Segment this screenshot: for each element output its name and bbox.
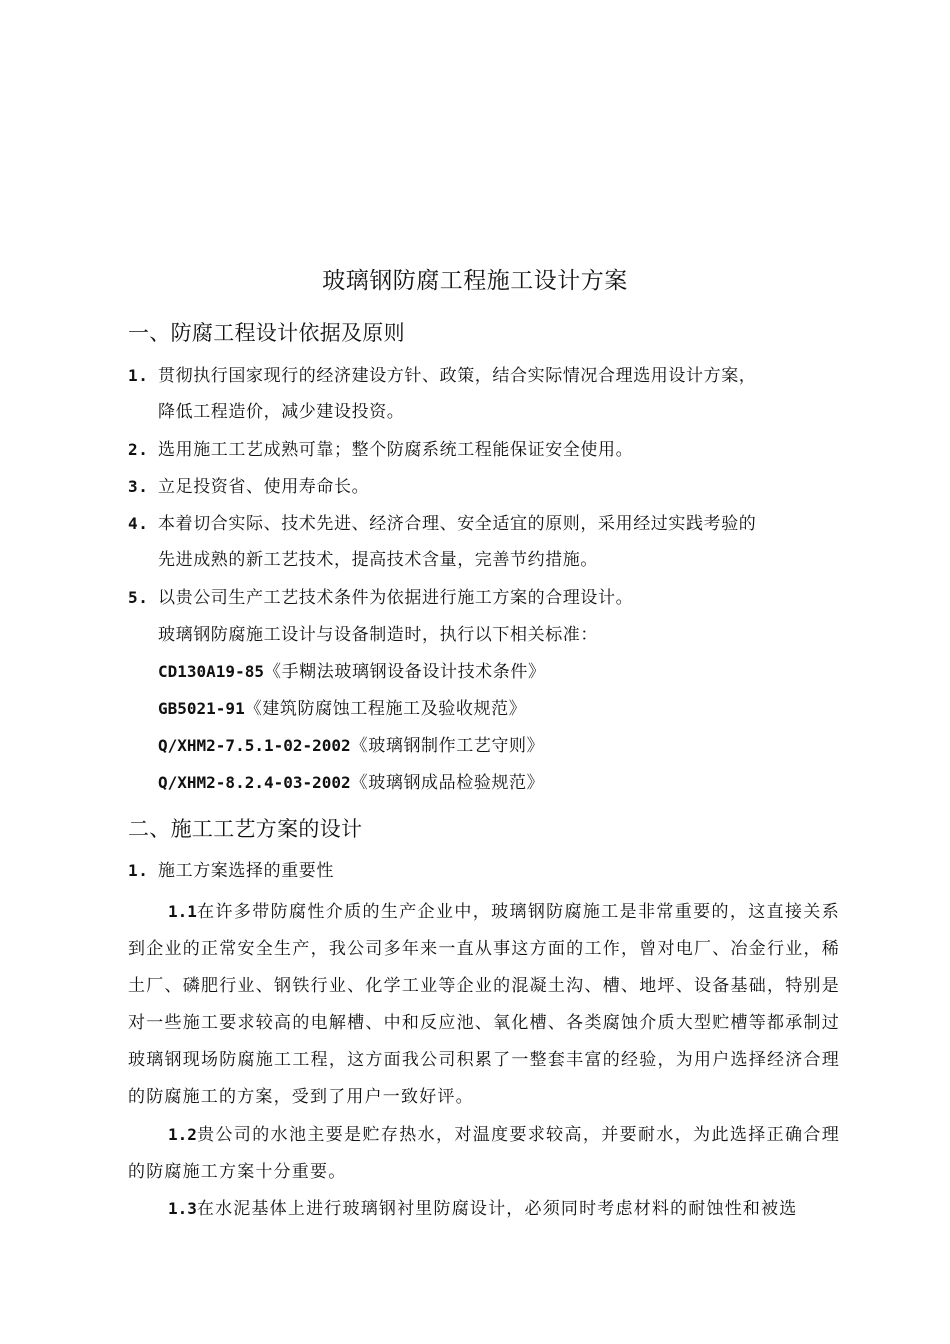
subsection-text: 施工方案选择的重要性	[158, 861, 334, 881]
standard-item	[158, 770, 544, 796]
standard-item	[158, 659, 546, 685]
list-item-text: 贯彻执行国家现行的经济建设方针、政策，结合实际情况合理选用设计方案，	[158, 366, 757, 386]
paragraph-number: 1.3	[168, 1199, 197, 1218]
standard-name: 《玻璃钢制作工艺守则》	[350, 736, 545, 756]
list-item-2	[128, 437, 633, 463]
standard-code: Q/XHM2-7.5.1-02-2002	[158, 736, 351, 755]
paragraph-1-1	[128, 893, 840, 1116]
subsection-number: 1.	[128, 861, 149, 880]
paragraph-number: 1.1	[168, 902, 197, 921]
paragraph-number: 1.2	[168, 1125, 197, 1144]
list-item-text: 选用施工工艺成熟可靠；整个防腐系统工程能保证安全使用。	[158, 440, 634, 460]
standard-code: GB5021-91	[158, 699, 245, 718]
list-item-3	[128, 474, 369, 500]
list-item-text: 以贵公司生产工艺技术条件为依据进行施工方案的合理设计。	[158, 588, 634, 608]
subsection-heading	[128, 858, 334, 884]
standard-item	[158, 733, 544, 759]
list-item-text: 立足投资省、使用寿命长。	[158, 477, 370, 497]
list-item-4-continuation: 先进成熟的新工艺技术，提高技术含量，完善节约措施。	[158, 550, 598, 570]
paragraph-text: 在水泥基体上进行玻璃钢衬里防腐设计，必须同时考虑材料的耐蚀性和被选	[196, 1199, 798, 1219]
paragraph-text: 在许多带防腐性介质的生产企业中，玻璃钢防腐施工是非常重要的，这直接关系到企业的正常安全生产，我公司多年来一直从事这方面的工作，曾对电厂、冶金行业，稀土厂、磷肥行业、钢铁行业、化学工业等企业的混凝土沟、槽、地坪、设备基础，特别是对一些施工要求较高的电解槽、中和反应池、氧化槽、各类腐蚀介质大型贮槽等都承制过玻璃钢现场防腐施工工程，这方面我公司积累了一整套丰富的经验，为用户选择经济合理的防腐施工的方案，受到了用户一致好评。	[128, 902, 840, 1107]
list-item-number: 4.	[128, 514, 149, 533]
list-item-1-continuation: 降低工程造价，减少建设投资。	[158, 402, 405, 422]
list-item-4	[128, 511, 756, 537]
list-item-1	[128, 363, 756, 389]
list-item-number: 1.	[128, 366, 149, 385]
standard-code: Q/XHM2-8.2.4-03-2002	[158, 773, 351, 792]
standards-intro: 玻璃钢防腐施工设计与设备制造时，执行以下相关标准：	[158, 625, 598, 645]
document-title: 玻璃钢防腐工程施工设计方案	[322, 268, 628, 294]
paragraph-1-2	[128, 1116, 840, 1191]
standard-code: CD130A19-85	[158, 662, 264, 681]
list-item-text: 本着切合实际、技术先进、经济合理、安全适宜的原则，采用经过实践考验的	[158, 514, 757, 534]
list-item-number: 2.	[128, 440, 149, 459]
standard-name: 《手糊法玻璃钢设备设计技术条件》	[263, 662, 546, 682]
standard-item	[158, 696, 526, 722]
list-item-number: 5.	[128, 588, 149, 607]
list-item-number: 3.	[128, 477, 149, 496]
list-item-5	[128, 585, 633, 611]
paragraph-text: 贵公司的水池主要是贮存热水，对温度要求较高，并要耐水，为此选择正确合理的防腐施工方案十分重要。	[128, 1125, 840, 1182]
standard-name: 《玻璃钢成品检验规范》	[350, 773, 545, 793]
section-heading-1: 一、防腐工程设计依据及原则	[128, 321, 405, 345]
paragraph-1-3	[128, 1190, 840, 1228]
section-heading-2: 二、施工工艺方案的设计	[128, 817, 363, 841]
standard-name: 《建筑防腐蚀工程施工及验收规范》	[244, 699, 527, 719]
